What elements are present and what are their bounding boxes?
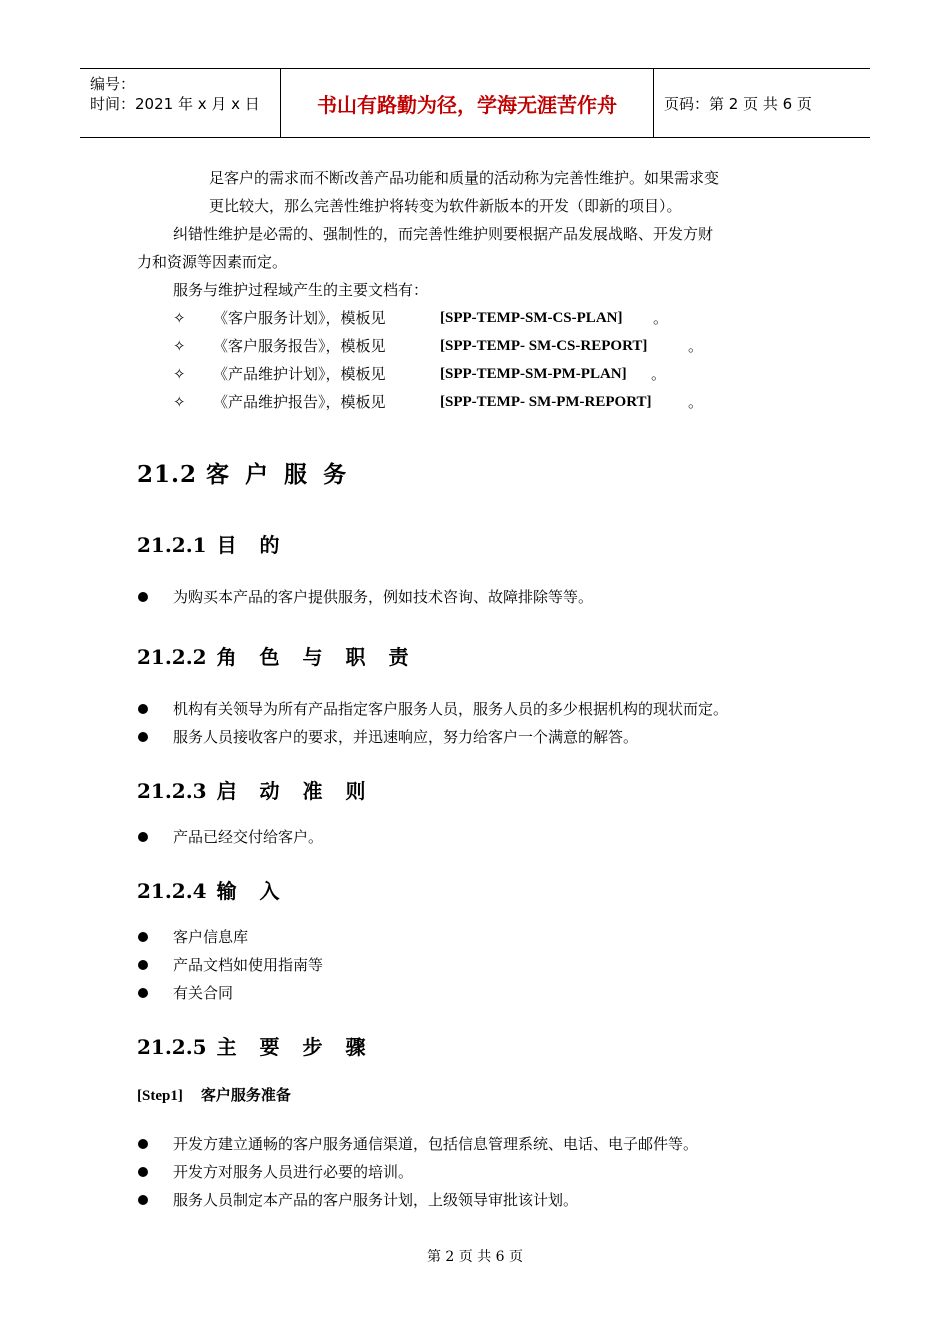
subsection-number: 21.2.3: [137, 779, 207, 803]
document-code: [SPP-TEMP- SM-PM-REPORT]: [440, 394, 652, 410]
list-item: 开发方对服务人员进行必要的培训。: [173, 1163, 414, 1181]
bullet-dot: [138, 704, 148, 714]
header-page-cell: [654, 69, 870, 137]
document-name: 《客户服务计划》，模板见: [213, 309, 386, 327]
page-header: [80, 68, 870, 138]
page-footer: 第 2 页 共 6 页: [426, 1249, 524, 1265]
step-heading: [137, 1084, 291, 1105]
list-item: 产品已经交付给客户。: [173, 828, 324, 846]
list-item: 有关合同: [173, 984, 234, 1002]
document-end: 。: [688, 393, 704, 411]
subsection-title: 主 要 步 骤: [216, 1035, 374, 1059]
document-end: 。: [653, 309, 669, 327]
subsection-number: 21.2.1: [137, 533, 207, 557]
list-item: 服务人员接收客户的要求，并迅速响应，努力给客户一个满意的解答。: [173, 728, 639, 746]
list-item: 服务人员制定本产品的客户服务计划，上级领导审批该计划。: [173, 1191, 579, 1209]
diamond-icon: ✧: [173, 309, 186, 327]
subsection-heading: [137, 775, 373, 804]
subsection-title: 启 动 准 则: [216, 779, 374, 803]
subsection-title: 目 的: [216, 533, 288, 557]
diamond-icon: ✧: [173, 337, 186, 355]
list-item: 机构有关领导为所有产品指定客户服务人员，服务人员的多少根据机构的现状而定。: [173, 700, 729, 718]
subsection-title: 输 入: [216, 879, 288, 903]
time-label: 时间：2021 年 x 月 x 日: [90, 95, 260, 113]
subsection-heading: [137, 875, 288, 904]
document-name: 《客户服务报告》，模板见: [213, 337, 386, 355]
bullet-dot: [138, 1139, 148, 1149]
subsection-number: 21.2.4: [137, 879, 207, 903]
list-item: 产品文档如使用指南等: [173, 956, 324, 974]
bullet-dot: [138, 1195, 148, 1205]
document-code: [SPP-TEMP- SM-CS-REPORT]: [440, 338, 648, 354]
document-name: 《产品维护计划》，模板见: [213, 365, 386, 383]
section-number: 21.2: [137, 461, 198, 488]
subsection-heading: [137, 529, 288, 558]
diamond-icon: ✧: [173, 365, 186, 383]
intro-line-4: 力和资源等因素而定。: [137, 253, 288, 271]
motto-text: 书山有路勤为径，学海无涯苦作舟: [317, 93, 617, 117]
step-title: 客户服务准备: [200, 1086, 291, 1104]
intro-line-2: 更比较大，那么完善性维护将转变为软件新版本的开发（即新的项目）。: [209, 197, 682, 215]
intro-line-3: 纠错性维护是必需的、强制性的，而完善性维护则要根据产品发展战略、开发方财: [173, 225, 714, 243]
document-end: 。: [688, 337, 704, 355]
document-code: [SPP-TEMP-SM-CS-PLAN]: [440, 310, 623, 326]
bullet-dot: [138, 1167, 148, 1177]
header-page-info: 页码：第 2 页 共 6 页: [664, 95, 812, 113]
subsection-heading: [137, 641, 416, 670]
document-name: 《产品维护报告》，模板见: [213, 393, 386, 411]
bullet-dot: [138, 988, 148, 998]
bullet-dot: [138, 592, 148, 602]
subsection-heading: [137, 1031, 373, 1060]
bullet-dot: [138, 732, 148, 742]
header-meta-cell: [80, 69, 281, 137]
section-title: 客 户 服 务: [206, 461, 351, 488]
bullet-dot: [138, 932, 148, 942]
list-item: 开发方建立通畅的客户服务通信渠道，包括信息管理系统、电话、电子邮件等。: [173, 1135, 699, 1153]
header-motto-cell: [281, 69, 654, 137]
bullet-dot: [138, 960, 148, 970]
docs-title: 服务与维护过程域产生的主要文档有：: [173, 281, 429, 299]
diamond-icon: ✧: [173, 393, 186, 411]
list-item: 为购买本产品的客户提供服务，例如技术咨询、故障排除等等。: [173, 588, 594, 606]
section-heading: [137, 456, 350, 489]
step-label: [Step1]: [137, 1088, 183, 1104]
subsection-number: 21.2.5: [137, 1035, 207, 1059]
intro-line-1: 足客户的需求而不断改善产品功能和质量的活动称为完善性维护。如果需求变: [209, 169, 720, 187]
document-end: 。: [651, 365, 667, 383]
bullet-dot: [138, 832, 148, 842]
number-label: 编号：: [90, 75, 136, 93]
list-item: 客户信息库: [173, 928, 249, 946]
document-code: [SPP-TEMP-SM-PM-PLAN]: [440, 366, 627, 382]
subsection-title: 角 色 与 职 责: [216, 645, 417, 669]
subsection-number: 21.2.2: [137, 645, 207, 669]
